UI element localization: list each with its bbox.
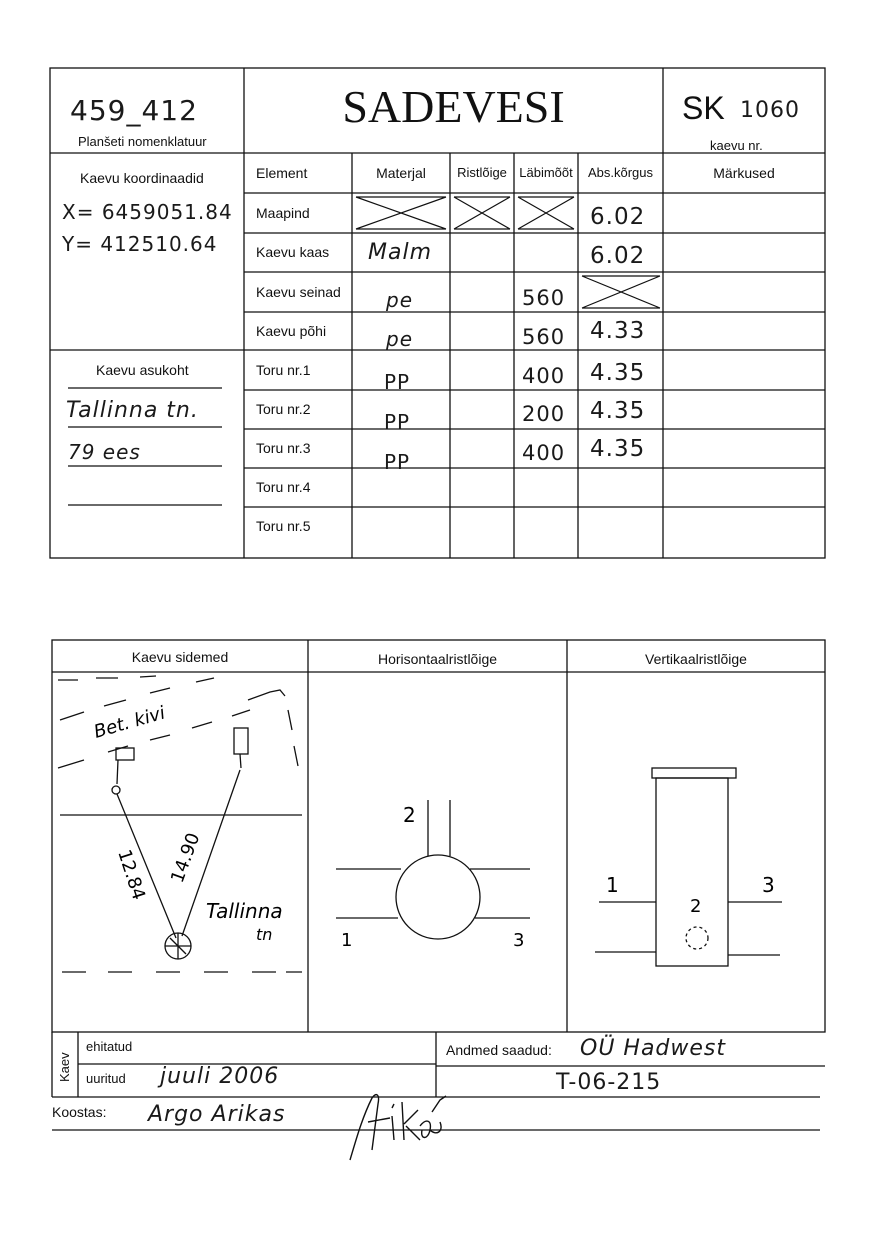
row-element: Toru nr.2 (256, 401, 311, 417)
row-element: Toru nr.5 (256, 518, 311, 534)
well-side-label: Kaev (57, 1052, 72, 1082)
row-material: Malm (368, 240, 433, 265)
row-element: Maapind (256, 205, 310, 221)
coordinates-label: Kaevu koordinaadid (80, 170, 204, 186)
vertical-section-header: Vertikaalristlõige (645, 651, 747, 667)
col-header-height: Abs.kõrgus (587, 165, 654, 180)
coordinate-x: X= 6459051.84 (62, 200, 233, 224)
surveyed-value: juuli 2006 (160, 1064, 280, 1089)
vsection-pipe-left: 1 (606, 873, 619, 897)
row-element: Kaevu kaas (256, 244, 330, 260)
signature-drawing (350, 1095, 446, 1160)
row-height: 6.02 (590, 204, 646, 230)
well-label: kaevu nr. (710, 138, 763, 153)
well-prefix: SK (682, 90, 725, 126)
data-source-line1: OÜ Hadwest (580, 1036, 727, 1061)
vsection-pipe-center: 2 (690, 896, 702, 917)
row-height: 4.35 (590, 360, 646, 386)
author-label: Koostas: (52, 1104, 107, 1120)
col-header-diameter: Läbimõõt (519, 165, 573, 180)
data-source-line2: T-06-215 (556, 1070, 662, 1095)
building-label: Bet. kivi (91, 702, 168, 743)
hsection-pipe-left: 1 (341, 930, 353, 951)
row-element: Toru nr.1 (256, 362, 311, 378)
page-title: SADEVESI (342, 81, 565, 132)
row-height: 4.35 (590, 398, 646, 424)
location-label: Kaevu asukoht (96, 362, 189, 378)
row-diameter: 560 (522, 325, 566, 349)
row-element: Kaevu põhi (256, 323, 327, 339)
row-material: pe (386, 327, 413, 351)
row-element: Toru nr.3 (256, 440, 311, 456)
distance-right: 14.90 (166, 830, 205, 886)
row-element: Kaevu seinad (256, 284, 341, 300)
row-diameter: 560 (522, 286, 566, 310)
row-material: pe (386, 288, 413, 312)
col-header-cross-section: Ristlõige (457, 165, 507, 180)
horizontal-section-drawing (336, 800, 530, 939)
location-line2: 79 ees (68, 440, 141, 464)
surveyed-label: uuritud (86, 1071, 126, 1086)
author-value: Argo Arikas (148, 1102, 286, 1127)
col-header-material: Materjal (376, 165, 426, 181)
street-label-2: tn (256, 925, 273, 944)
row-material: PP (384, 370, 411, 394)
ties-header: Kaevu sidemed (131, 649, 229, 665)
row-diameter: 400 (522, 364, 566, 388)
sheet-label: Planšeti nomenklatuur (78, 134, 207, 149)
built-label: ehitatud (86, 1039, 133, 1054)
row-material: PP (384, 410, 411, 434)
street-label-1: Tallinna (206, 899, 283, 923)
hsection-pipe-right: 3 (513, 930, 525, 951)
hsection-pipe-top: 2 (403, 803, 416, 827)
row-element: Toru nr.4 (256, 479, 311, 495)
well-number: 1060 (740, 98, 800, 123)
row-diameter: 200 (522, 402, 566, 426)
vertical-section-drawing (595, 768, 782, 966)
row-height: 6.02 (590, 243, 646, 269)
row-diameter: 400 (522, 441, 566, 465)
sheet-number: 459_412 (70, 94, 198, 127)
distance-left: 12.84 (113, 847, 150, 903)
location-line1: Tallinna tn. (66, 398, 199, 423)
vsection-pipe-right: 3 (762, 873, 775, 897)
row-material: PP (384, 450, 411, 474)
row-height: 4.35 (590, 436, 646, 462)
coordinate-y: Y= 412510.64 (62, 232, 218, 256)
horizontal-section-header: Horisontaalristlõige (377, 651, 498, 667)
row-height: 4.33 (590, 318, 646, 344)
col-header-notes: Märkused (713, 165, 775, 181)
data-source-label: Andmed saadud: (446, 1042, 552, 1058)
col-header-element: Element (256, 165, 308, 181)
